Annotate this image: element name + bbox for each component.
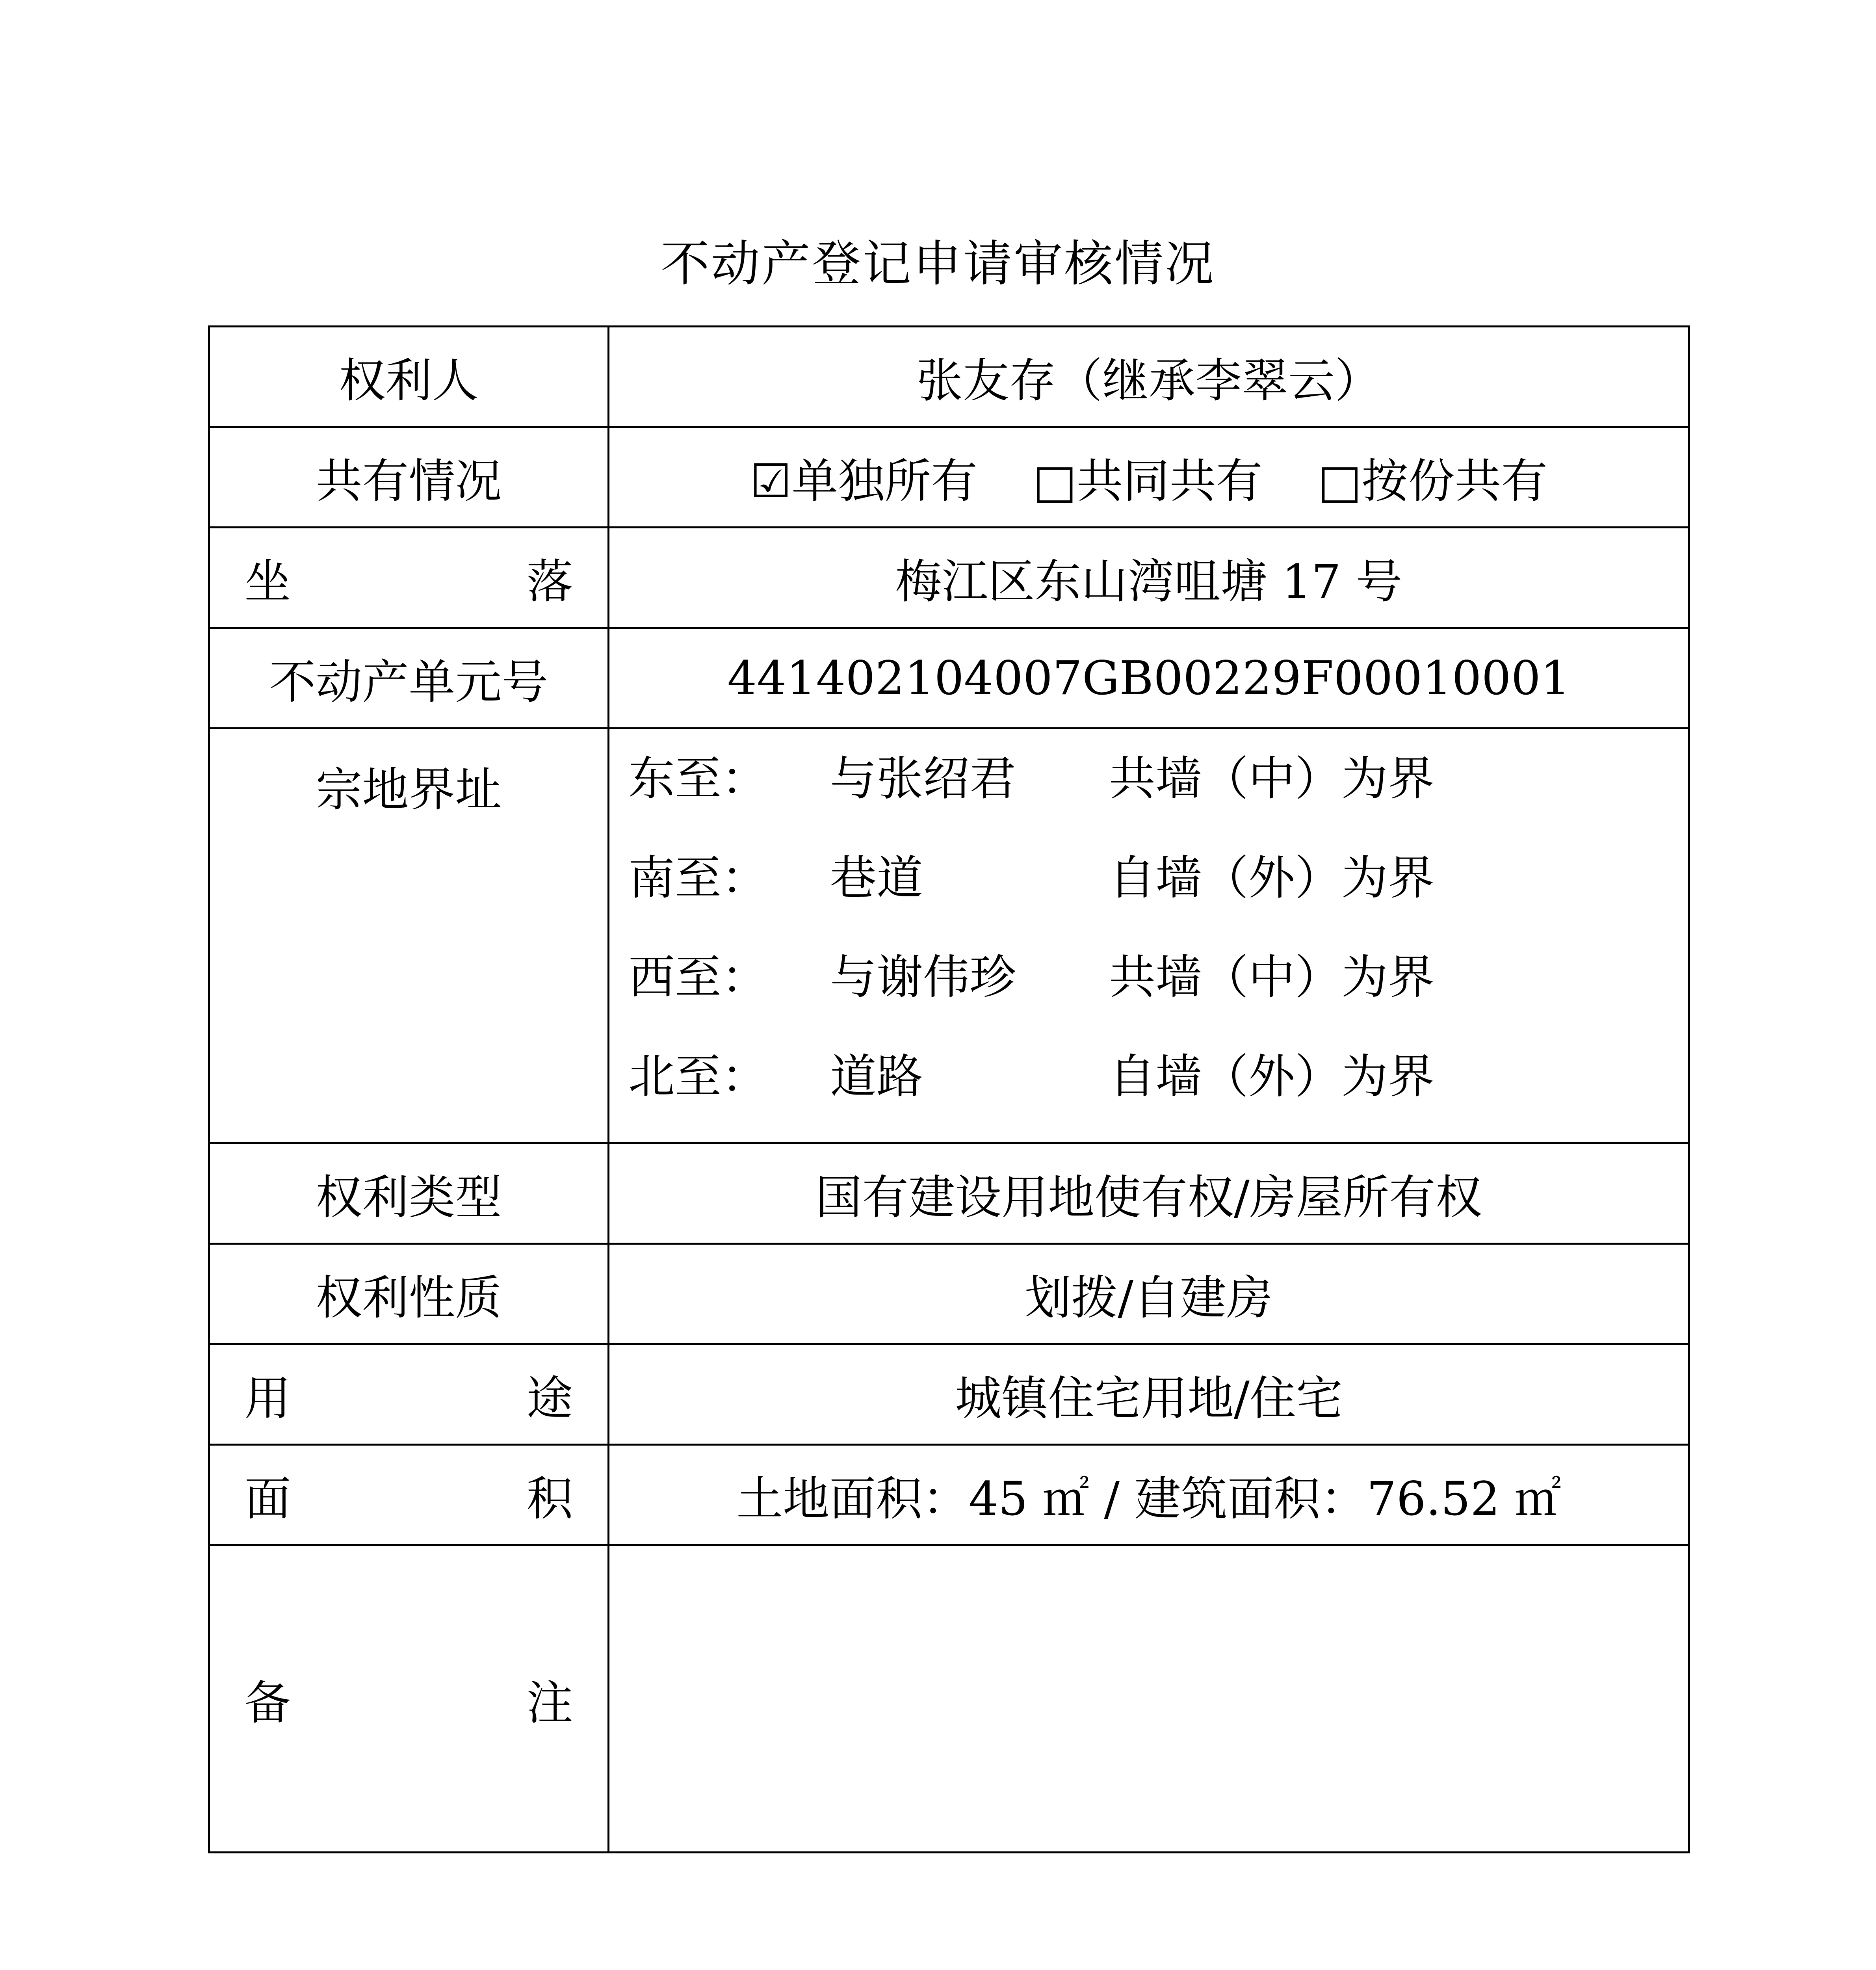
row-rights-holder — [209, 327, 1689, 427]
row-unit-number — [209, 628, 1689, 729]
right-type-value: 国有建设用地使有权/房屋所有权 — [609, 1143, 1689, 1244]
rights-holder-label: 权利人 — [209, 327, 609, 427]
area-value: 土地面积：45 ㎡ / 建筑面积：76.52 ㎡ — [609, 1445, 1689, 1545]
boundary-direction: 南至： — [628, 851, 768, 905]
boundary-direction: 北至： — [628, 1049, 768, 1104]
usage-label — [209, 1344, 668, 1445]
boundary-north — [628, 1043, 1688, 1142]
row-location — [209, 528, 1689, 628]
co-ownership-options — [609, 427, 1689, 528]
boundary-party: 道路 — [830, 1049, 923, 1104]
boundary-wall: 共墙（中）为界 — [1109, 751, 1435, 806]
right-nature-value: 划拨/自建房 — [609, 1244, 1689, 1344]
document-title: 不动产登记申请审核情况 — [660, 236, 1215, 292]
right-type-label: 权利类型 — [209, 1143, 609, 1244]
row-right-nature — [209, 1244, 1689, 1344]
boundary-party: 与谢伟珍 — [830, 950, 1016, 1004]
boundary-party: 巷道 — [830, 851, 923, 905]
rights-holder-value: 张友存（继承李翠云） — [609, 327, 1689, 427]
option-sole-ownership-checked: ☑单独所有 — [750, 454, 978, 508]
unit-number-value: 441402104007GB00229F00010001 — [609, 628, 1689, 729]
remark-label — [209, 1545, 668, 1853]
boundary-label: 宗地界址 — [209, 729, 609, 1143]
row-co-ownership — [209, 427, 1689, 528]
row-usage — [209, 1344, 1689, 1445]
boundary-east — [628, 745, 1688, 844]
remark-label-text: 备 注 — [244, 1675, 668, 1730]
boundary-south — [628, 844, 1688, 944]
location-label — [209, 528, 668, 628]
boundary-wall: 自墙（外）为界 — [1109, 1049, 1435, 1104]
row-remark — [209, 1545, 1689, 1853]
boundary-wall: 共墙（中）为界 — [1109, 950, 1435, 1004]
boundary-list — [609, 729, 1689, 1143]
area-label-text: 面 积 — [244, 1472, 668, 1526]
right-nature-label: 权利性质 — [209, 1244, 609, 1344]
option-joint-ownership: □共同共有 — [1033, 454, 1263, 508]
boundary-west — [628, 944, 1688, 1043]
boundary-direction: 东至： — [628, 751, 768, 806]
row-boundary — [209, 729, 1689, 1143]
row-area — [209, 1445, 1689, 1545]
remark-value — [609, 1545, 1689, 1853]
boundary-party: 与张绍君 — [830, 751, 1016, 806]
option-shared-ownership: □按份共有 — [1317, 454, 1548, 508]
boundary-wall: 自墙（外）为界 — [1109, 851, 1435, 905]
boundary-direction: 西至： — [628, 950, 768, 1004]
location-value: 梅江区东山湾咀塘 17 号 — [609, 528, 1689, 628]
location-label-text: 坐 落 — [244, 554, 668, 609]
area-label — [209, 1445, 668, 1545]
registration-review-table — [208, 325, 1690, 1853]
usage-value: 城镇住宅用地/住宅 — [609, 1344, 1689, 1445]
usage-label-text: 用 途 — [244, 1371, 668, 1425]
co-ownership-label: 共有情况 — [209, 427, 609, 528]
unit-number-label: 不动产单元号 — [209, 628, 609, 729]
row-right-type — [209, 1143, 1689, 1244]
